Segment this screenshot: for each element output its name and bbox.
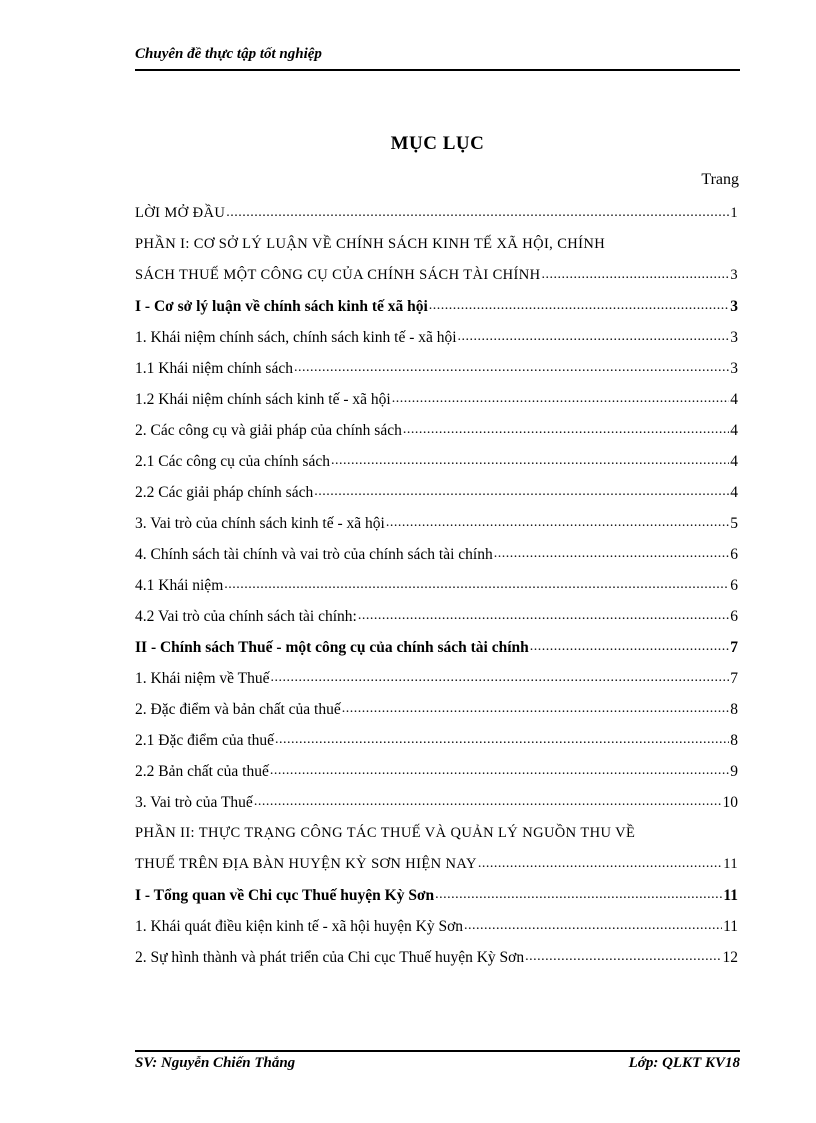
toc-page-number: 5	[730, 514, 738, 532]
toc-entry[interactable]	[135, 818, 738, 849]
toc-entry[interactable]	[135, 942, 738, 973]
footer-class: Lớp: QLKT KV18	[628, 1055, 740, 1071]
toc-leader-dots	[270, 663, 729, 694]
toc-page-number: 4	[730, 390, 738, 408]
toc-leader-dots	[342, 694, 730, 725]
toc-leader-dots	[530, 632, 729, 663]
toc-leader-dots	[275, 725, 729, 756]
toc-entry[interactable]	[135, 415, 738, 446]
toc-leader-dots	[294, 353, 729, 384]
toc-page-number: 3	[730, 359, 738, 377]
toc-entry-title: PHẦN I: CƠ SỞ LÝ LUẬN VỀ CHÍNH SÁCH KINH TẾ XÃ HỘI, CHÍNH	[135, 236, 606, 252]
toc-page-number: 1	[730, 205, 738, 221]
toc-leader-dots	[403, 415, 729, 446]
toc-entry[interactable]	[135, 539, 738, 570]
toc-entry[interactable]	[135, 694, 738, 725]
toc-leader-dots	[226, 198, 729, 229]
toc-entry[interactable]	[135, 632, 738, 663]
page-column-label: Trang	[701, 171, 739, 188]
toc-entry-title: LỜI MỞ ĐẦU	[135, 205, 226, 221]
toc-entry-title: 2.2 Bản chất của thuế	[135, 762, 269, 780]
toc-entry-title: 3. Vai trò của Thuế	[135, 793, 253, 811]
table-of-contents	[135, 198, 738, 973]
toc-page-number: 4	[730, 452, 738, 470]
toc-page-number: 11	[723, 917, 738, 935]
toc-entry[interactable]	[135, 911, 738, 942]
toc-leader-dots	[314, 477, 729, 508]
toc-page-number: 11	[723, 856, 738, 872]
toc-leader-dots	[429, 291, 729, 322]
toc-entry[interactable]	[135, 601, 738, 632]
toc-entry-title: 1.1 Khái niệm chính sách	[135, 359, 293, 377]
toc-entry-title: 1. Khái niệm về Thuế	[135, 669, 270, 687]
toc-entry-title: 1.2 Khái niệm chính sách kinh tế - xã hội	[135, 390, 391, 408]
toc-entry[interactable]	[135, 787, 738, 818]
toc-entry-title: 1. Khái niệm chính sách, chính sách kinh tế - xã hội	[135, 328, 457, 346]
toc-entry[interactable]	[135, 446, 738, 477]
toc-entry-title: II - Chính sách Thuế - một công cụ của chính sách tài chính	[135, 638, 529, 656]
toc-entry-title: SÁCH THUẾ MỘT CÔNG CỤ CỦA CHÍNH SÁCH TÀI CHÍNH	[135, 267, 541, 283]
toc-entry[interactable]	[135, 291, 738, 322]
toc-entry[interactable]	[135, 880, 738, 911]
toc-page-number: 12	[722, 948, 738, 966]
toc-leader-dots	[464, 911, 722, 942]
toc-leader-dots	[224, 570, 729, 601]
toc-leader-dots	[331, 446, 729, 477]
toc-entry-title: 2. Sự hình thành và phát triển của Chi cục Thuế huyện Kỳ Sơn	[135, 948, 525, 966]
toc-entry-title: 4.1 Khái niệm	[135, 576, 224, 594]
toc-page-number: 3	[730, 267, 738, 283]
toc-page-number: 6	[730, 545, 738, 563]
toc-entry[interactable]	[135, 322, 738, 353]
toc-entry-title: 2. Các công cụ và giải pháp của chính sách	[135, 421, 402, 439]
toc-entry[interactable]	[135, 663, 738, 694]
toc-page-number: 4	[730, 483, 738, 501]
toc-leader-dots	[358, 601, 729, 632]
page-title: MỤC LỤC	[390, 133, 485, 154]
toc-entry-title: I - Tổng quan về Chi cục Thuế huyện Kỳ Sơn	[135, 886, 435, 904]
toc-entry[interactable]	[135, 725, 738, 756]
toc-page-number: 3	[730, 297, 738, 315]
toc-entry-title: 2. Đặc điểm và bản chất của thuế	[135, 700, 341, 718]
toc-entry-title: 4. Chính sách tài chính và vai trò của chính sách tài chính	[135, 545, 493, 563]
toc-entry[interactable]	[135, 260, 738, 291]
toc-page-number: 6	[730, 607, 738, 625]
toc-page-number: 7	[730, 669, 738, 687]
toc-page-number: 9	[730, 762, 738, 780]
toc-entry[interactable]	[135, 353, 738, 384]
toc-entry-title: 4.2 Vai trò của chính sách tài chính:	[135, 607, 357, 625]
page-footer	[135, 1055, 740, 1072]
footer-student: SV: Nguyễn Chiến Thắng	[135, 1055, 296, 1071]
toc-entry[interactable]	[135, 384, 738, 415]
toc-leader-dots	[542, 260, 730, 291]
toc-entry-title: 2.2 Các giải pháp chính sách	[135, 483, 314, 501]
toc-page-number: 8	[730, 700, 738, 718]
toc-entry-title: 1. Khái quát điều kiện kinh tế - xã hội huyện Kỳ Sơn	[135, 917, 464, 935]
toc-leader-dots	[435, 880, 722, 911]
toc-leader-dots	[525, 942, 721, 973]
toc-leader-dots	[458, 322, 730, 353]
toc-page-number: 6	[730, 576, 738, 594]
toc-entry[interactable]	[135, 477, 738, 508]
toc-leader-dots	[270, 756, 729, 787]
toc-entry-title: PHẦN II: THỰC TRẠNG CÔNG TÁC THUẾ VÀ QUẢN LÝ NGUỒN THU VỀ	[135, 825, 636, 841]
toc-page-number: 4	[730, 421, 738, 439]
toc-page-number: 3	[730, 328, 738, 346]
toc-leader-dots	[392, 384, 730, 415]
toc-leader-dots	[478, 849, 722, 880]
toc-entry[interactable]	[135, 570, 738, 601]
toc-page-number: 11	[723, 886, 738, 904]
toc-entry[interactable]	[135, 508, 738, 539]
toc-page-number: 7	[730, 638, 738, 656]
page-header: Chuyên đề thực tập tốt nghiệp	[135, 46, 322, 62]
toc-leader-dots	[254, 787, 722, 818]
toc-entry-title: THUẾ TRÊN ĐỊA BÀN HUYỆN KỲ SƠN HIỆN NAY	[135, 856, 477, 872]
header-divider	[135, 69, 740, 71]
toc-leader-dots	[494, 539, 730, 570]
toc-entry[interactable]	[135, 756, 738, 787]
toc-leader-dots	[386, 508, 729, 539]
toc-entry-title: 2.1 Các công cụ của chính sách	[135, 452, 330, 470]
toc-entry[interactable]	[135, 198, 738, 229]
footer-divider	[135, 1050, 740, 1052]
toc-entry-title: 2.1 Đặc điểm của thuế	[135, 731, 275, 749]
toc-entry-title: 3. Vai trò của chính sách kinh tế - xã hội	[135, 514, 385, 532]
toc-page-number: 10	[722, 793, 738, 811]
toc-entry[interactable]	[135, 229, 738, 260]
toc-entry-title: I - Cơ sở lý luận về chính sách kinh tế xã hội	[135, 297, 428, 315]
toc-page-number: 8	[730, 731, 738, 749]
toc-entry[interactable]	[135, 849, 738, 880]
